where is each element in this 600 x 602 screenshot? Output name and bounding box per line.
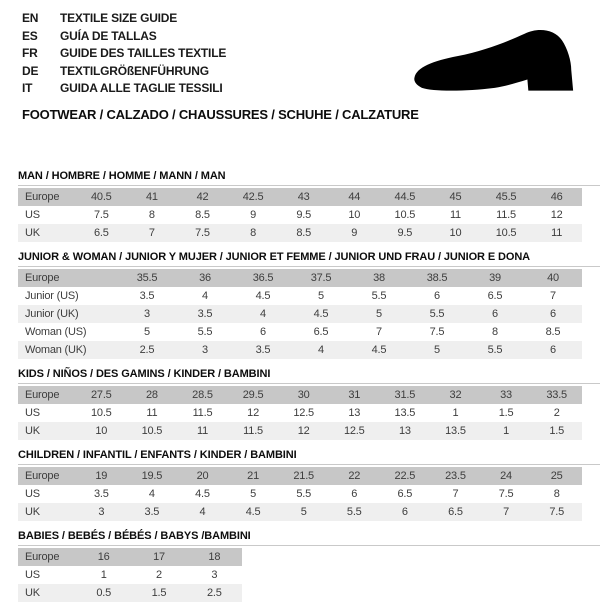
row-label: Europe <box>25 469 60 482</box>
size-cell: 3.5 <box>139 289 155 302</box>
size-cell: 0.5 <box>96 586 112 599</box>
size-cell: 44.5 <box>394 190 416 203</box>
size-cell: 7 <box>550 289 556 302</box>
size-cell: 11.5 <box>243 424 263 437</box>
size-cell: 35.5 <box>136 271 158 284</box>
size-row <box>18 224 582 242</box>
language-code: EN <box>22 11 39 25</box>
size-row <box>18 503 582 521</box>
size-cell: 2 <box>553 406 560 419</box>
size-cell: 7 <box>503 505 509 518</box>
size-cell: 10.5 <box>495 226 517 239</box>
size-cell: 2.5 <box>206 586 222 599</box>
size-table-section <box>18 368 600 440</box>
language-label: TEXTILE SIZE GUIDE <box>60 11 178 25</box>
size-cell: 8 <box>148 208 155 221</box>
size-cell: 12 <box>550 208 563 221</box>
size-cell: 2 <box>156 568 162 581</box>
size-cell: 10 <box>95 424 108 437</box>
size-cell: 11 <box>551 226 563 239</box>
size-cell: 4.5 <box>255 289 271 302</box>
size-cell: 11.5 <box>496 208 516 221</box>
size-cell: 7 <box>376 325 382 338</box>
size-table <box>18 548 242 602</box>
size-cell: 4.5 <box>195 487 210 500</box>
size-cell: 42 <box>196 190 209 203</box>
size-cell: 12 <box>297 424 310 437</box>
row-label: Europe <box>25 190 60 203</box>
size-cell: 1.5 <box>151 586 167 599</box>
size-cell: 10.5 <box>90 406 112 419</box>
language-code: IT <box>22 81 33 95</box>
size-table <box>18 386 582 440</box>
size-cell: 45 <box>449 190 462 203</box>
size-row <box>18 404 582 422</box>
size-cell: 6 <box>492 307 498 320</box>
size-cell: 6 <box>351 487 358 500</box>
size-cell: 10.5 <box>394 208 416 221</box>
row-label: Junior (US) <box>25 289 79 302</box>
size-cell: 6.5 <box>397 487 413 500</box>
size-cell: 37.5 <box>310 271 332 284</box>
size-cell: 9.5 <box>397 226 413 239</box>
size-cell: 12.5 <box>293 406 314 419</box>
size-row <box>18 485 582 503</box>
size-cell: 38 <box>373 271 385 284</box>
size-cell: 41 <box>145 190 158 203</box>
size-cell: 4 <box>260 307 266 320</box>
row-label: US <box>25 208 40 221</box>
size-cell: 38.5 <box>426 271 448 284</box>
size-cell: 4 <box>148 487 155 500</box>
size-cell: 24 <box>500 469 512 482</box>
size-table-section <box>18 449 600 521</box>
size-cell: 8.5 <box>545 325 561 338</box>
size-cell: 39 <box>489 271 501 284</box>
size-cell: 12.5 <box>343 424 365 437</box>
size-cell: 21 <box>247 469 259 482</box>
size-cell: 5 <box>376 307 382 320</box>
size-cell: 21.5 <box>293 469 314 482</box>
size-cell: 17 <box>153 550 165 563</box>
language-label: GUIDA ALLE TAGLIE TESSILI <box>60 81 223 95</box>
size-cell: 6 <box>260 325 266 338</box>
size-table-wrap <box>18 545 600 602</box>
size-table-section <box>18 251 600 359</box>
size-cell: 31 <box>348 388 361 401</box>
page-header <box>0 0 600 122</box>
size-cell: 3.5 <box>255 343 271 356</box>
size-cell: 7.5 <box>498 487 514 500</box>
size-cell: 18 <box>208 550 221 563</box>
row-label: UK <box>25 505 40 518</box>
size-cell: 1 <box>100 568 107 581</box>
size-row <box>18 341 582 359</box>
size-row <box>18 269 582 287</box>
size-cell: 8 <box>553 487 560 500</box>
size-cell: 32 <box>449 388 462 401</box>
language-code: DE <box>22 63 39 78</box>
size-cell: 7 <box>148 226 155 239</box>
size-cell: 3 <box>202 343 208 356</box>
size-row <box>18 206 582 224</box>
size-table-wrap <box>18 266 600 359</box>
row-label: Europe <box>25 550 60 563</box>
size-table-title: BABIES / BEBÉS / BÉBÉS / BABYS /BAMBINI <box>18 529 251 542</box>
size-cell: 40 <box>547 271 559 284</box>
row-label: Europe <box>25 271 60 284</box>
size-cell: 8.5 <box>296 226 312 239</box>
size-cell: 43 <box>297 190 310 203</box>
size-cell: 1 <box>503 424 509 437</box>
size-cell: 33 <box>500 388 512 401</box>
size-cell: 44 <box>348 190 361 203</box>
size-row <box>18 188 582 206</box>
size-table-section <box>18 170 600 242</box>
row-label: UK <box>25 226 40 239</box>
size-cell: 3.5 <box>197 307 213 320</box>
size-cell: 6.5 <box>448 505 463 518</box>
size-cell: 10 <box>449 226 462 239</box>
size-cell: 5 <box>144 325 150 338</box>
size-cell: 5 <box>434 343 440 356</box>
size-cell: 9 <box>250 208 257 221</box>
size-cell: 5 <box>250 487 257 500</box>
size-cell: 10.5 <box>141 424 163 437</box>
size-cell: 1.5 <box>498 406 514 419</box>
size-cell: 5.5 <box>487 343 503 356</box>
size-cell: 36 <box>199 271 211 284</box>
size-row <box>18 386 582 404</box>
size-row <box>18 584 242 602</box>
row-label: Woman (UK) <box>25 343 87 356</box>
size-cell: 9 <box>351 226 358 239</box>
size-cell: 11 <box>449 208 461 221</box>
size-row <box>18 422 582 440</box>
size-cell: 5.5 <box>371 289 387 302</box>
size-cell: 16 <box>97 550 110 563</box>
size-tables <box>18 170 600 602</box>
size-cell: 6.5 <box>313 325 329 338</box>
size-cell: 29.5 <box>242 388 264 401</box>
size-cell: 10 <box>348 208 361 221</box>
size-cell: 12 <box>247 406 259 419</box>
size-cell: 28 <box>145 388 158 401</box>
size-cell: 7.5 <box>549 505 565 518</box>
size-cell: 5 <box>318 289 324 302</box>
size-cell: 33.5 <box>546 388 567 401</box>
size-cell: 5.5 <box>197 325 213 338</box>
language-code: FR <box>22 46 38 60</box>
size-cell: 30 <box>297 388 310 401</box>
size-cell: 5.5 <box>429 307 445 320</box>
size-cell: 11.5 <box>192 406 213 419</box>
size-cell: 6 <box>401 505 408 518</box>
size-cell: 6.5 <box>487 289 503 302</box>
size-cell: 2.5 <box>139 343 155 356</box>
size-table-section <box>18 530 600 602</box>
size-cell: 13 <box>348 406 361 419</box>
size-cell: 8.5 <box>195 208 210 221</box>
size-table <box>18 188 582 242</box>
size-row <box>18 467 582 485</box>
size-table-wrap <box>18 383 600 440</box>
size-cell: 42.5 <box>242 190 264 203</box>
size-table-title: CHILDREN / INFANTIL / ENFANTS / KINDER / BAMBINI <box>18 448 297 461</box>
size-cell: 36.5 <box>252 271 274 284</box>
size-cell: 7.5 <box>93 208 109 221</box>
row-label: US <box>25 406 40 419</box>
size-cell: 13 <box>398 424 411 437</box>
size-cell: 45.5 <box>495 190 517 203</box>
size-cell: 4.5 <box>371 343 387 356</box>
size-cell: 4.5 <box>245 505 261 518</box>
row-label: Europe <box>25 388 60 401</box>
size-cell: 1 <box>452 406 459 419</box>
size-cell: 46 <box>550 190 563 203</box>
size-table-wrap <box>18 464 600 521</box>
size-cell: 6.5 <box>93 226 109 239</box>
size-cell: 20 <box>196 469 209 482</box>
size-cell: 27.5 <box>90 388 112 401</box>
row-label: Woman (US) <box>25 325 87 338</box>
size-row <box>18 548 242 566</box>
size-cell: 28.5 <box>192 388 213 401</box>
size-cell: 8 <box>492 325 498 338</box>
size-cell: 5 <box>300 505 307 518</box>
size-cell: 4.5 <box>313 307 329 320</box>
size-cell: 4 <box>318 343 324 356</box>
size-row <box>18 287 582 305</box>
size-cell: 13.5 <box>394 406 416 419</box>
size-table <box>18 269 582 359</box>
language-label: GUIDE DES TAILLES TEXTILE <box>60 46 227 60</box>
row-label: US <box>25 487 40 500</box>
size-cell: 7 <box>452 487 459 500</box>
size-cell: 8 <box>250 226 257 239</box>
size-cell: 23.5 <box>445 469 466 482</box>
size-cell: 13.5 <box>445 424 466 437</box>
size-cell: 5.5 <box>296 487 312 500</box>
size-table-title: JUNIOR & WOMAN / JUNIOR Y MUJER / JUNIOR ET FEMME / JUNIOR UND FRAU / JUNIOR E DONA <box>18 250 531 263</box>
size-cell: 3.5 <box>144 505 160 518</box>
size-row <box>18 305 582 323</box>
size-cell: 31.5 <box>394 388 416 401</box>
size-cell: 3 <box>144 307 150 320</box>
size-row <box>18 566 242 584</box>
size-cell: 9.5 <box>296 208 312 221</box>
row-label: UK <box>25 424 40 437</box>
size-cell: 5.5 <box>346 505 362 518</box>
row-label: UK <box>25 586 40 599</box>
size-cell: 3 <box>211 568 218 581</box>
size-cell: 19.5 <box>141 469 163 482</box>
size-table <box>18 467 582 521</box>
size-table-title: MAN / HOMBRE / HOMME / MANN / MAN <box>18 169 226 182</box>
size-cell: 4 <box>199 505 206 518</box>
language-label: TEXTILGRÖßENFÜHRUNG <box>60 63 209 78</box>
size-cell: 3 <box>98 505 105 518</box>
row-label: US <box>25 568 40 581</box>
size-table-wrap <box>18 185 600 242</box>
size-cell: 7.5 <box>195 226 210 239</box>
size-cell: 25 <box>550 469 563 482</box>
size-table-title: KIDS / NIÑOS / DES GAMINS / KINDER / BAMBINI <box>18 367 271 380</box>
category-title: FOOTWEAR / CALZADO / CHAUSSURES / SCHUHE / CALZATURE <box>22 106 419 122</box>
size-cell: 7.5 <box>429 325 445 338</box>
row-label: Junior (UK) <box>25 307 79 320</box>
size-cell: 6 <box>550 343 556 356</box>
size-cell: 6 <box>434 289 440 302</box>
shoe-icon <box>397 16 585 100</box>
size-cell: 3.5 <box>93 487 109 500</box>
size-cell: 40.5 <box>90 190 112 203</box>
size-cell: 22.5 <box>394 469 416 482</box>
size-cell: 6 <box>550 307 556 320</box>
size-cell: 22 <box>348 469 361 482</box>
size-cell: 11 <box>146 406 158 419</box>
size-cell: 4 <box>202 289 208 302</box>
language-label: GUÍA DE TALLAS <box>60 28 157 43</box>
size-cell: 19 <box>95 469 108 482</box>
language-code: ES <box>22 28 38 43</box>
size-cell: 1.5 <box>549 424 565 437</box>
size-cell: 11 <box>196 424 208 437</box>
size-row <box>18 323 582 341</box>
